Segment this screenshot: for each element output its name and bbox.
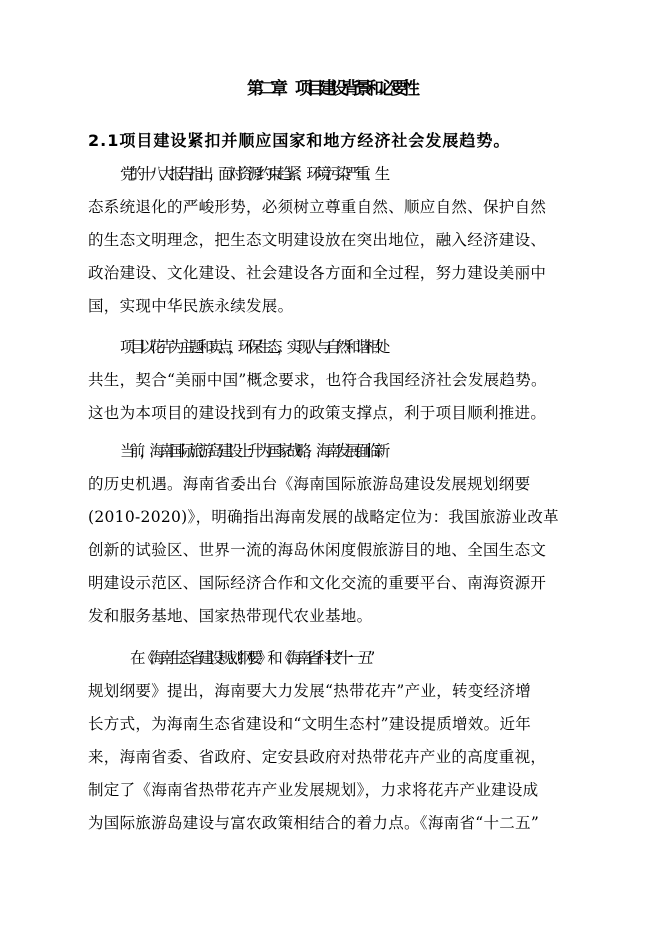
paragraph-line: 项目以花卉为主题和卖点，环保生态，实现人与自然和谐相处: [120, 338, 385, 356]
paragraph-line: 国，实现中华民族永续发展。: [88, 297, 294, 315]
paragraph-line: 的生态文明理念，把生态文明建设放在突出地位，融入经济建设、: [88, 231, 547, 249]
paragraph-line: 制定了《海南省热带花卉产业发展规划》，力求将花卉产业建设成: [88, 781, 539, 799]
paragraph-line: 发和服务基地、国家热带现代农业基地。: [88, 607, 373, 625]
paragraph-line: 规划纲要》提出，海南要大力发展“热带花卉”产业，转变经济增: [88, 682, 532, 700]
paragraph-line: 来，海南省委、省政府、定安县政府对热带花卉产业的高度重视，: [88, 748, 547, 766]
section-heading: 2.1项目建设紧扣并顺应国家和地方经济社会发展趋势。: [88, 131, 511, 150]
paragraph-line: 党的十八大报告指出，面对资源约束趋紧、环境污染严重、生: [120, 165, 385, 183]
paragraph-line: 这也为本项目的建设找到有力的政策支撑点，利于项目顺利推进。: [88, 404, 547, 422]
paragraph-line: 当前，海南国际旅游岛建设上升为国家战略，海南发展面临新: [120, 442, 385, 460]
paragraph-line: 共生，契合“美丽中国”概念要求，也符合我国经济社会发展趋势。: [88, 371, 547, 389]
paragraph-line: (2010-2020)》，明确指出海南发展的战略定位为：我国旅游业改革: [88, 508, 559, 526]
paragraph-line: 明建设示范区、国际经济合作和文化交流的重要平台、南海资源开: [88, 574, 547, 592]
paragraph-line: 在《海南生态省建设规划纲要》和《海南省科技“十一五”: [130, 649, 370, 667]
chapter-title: 第二章 项目建设背景和必要性: [247, 79, 415, 99]
paragraph-line: 的历史机遇。海南省委出台《海南国际旅游岛建设发展规划纲要: [88, 475, 531, 493]
paragraph-line: 长方式，为海南生态省建设和“文明生态村”建设提质增效。近年: [88, 715, 532, 733]
paragraph-line: 政治建设、文化建设、社会建设各方面和全过程，努力建设美丽中: [88, 264, 547, 282]
paragraph-line: 创新的试验区、世界一流的海岛休闲度假旅游目的地、全国生态文: [88, 541, 547, 559]
paragraph-line: 为国际旅游岛建设与富农政策相结合的着力点。《海南省“十二五”: [88, 814, 540, 832]
paragraph-line: 态系统退化的严峻形势，必须树立尊重自然、顺应自然、保护自然: [88, 198, 547, 216]
